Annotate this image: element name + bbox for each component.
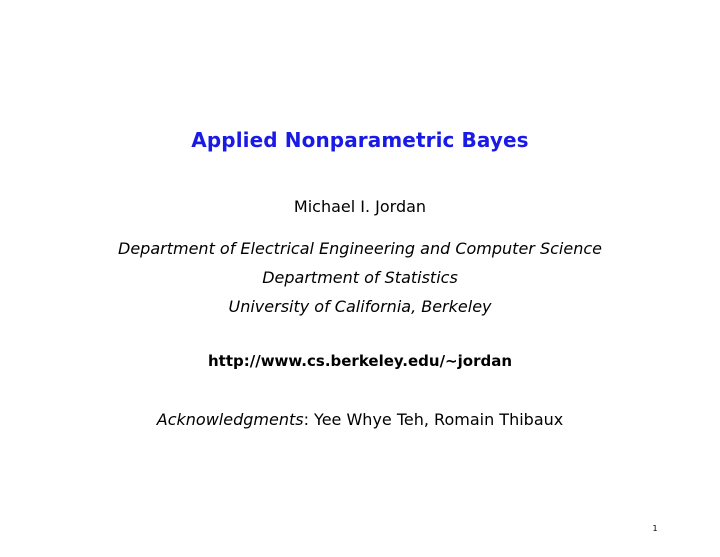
acknowledgments-separator: : — [303, 410, 309, 429]
acknowledgments-names: Yee Whye Teh, Romain Thibaux — [308, 410, 564, 429]
affiliation-university: University of California, Berkeley — [228, 297, 492, 316]
affiliation-eecs: Department of Electrical Engineering and Computer Science — [118, 239, 602, 258]
page-number: 1 — [652, 524, 658, 533]
acknowledgments-label: Acknowledgments — [156, 410, 304, 429]
author-name: Michael I. Jordan — [293, 197, 427, 216]
affiliation-statistics: Department of Statistics — [262, 268, 458, 287]
slide-title: Applied Nonparametric Bayes — [191, 128, 529, 152]
acknowledgments — [0, 410, 720, 429]
homepage-url: http://www.cs.berkeley.edu/∼jordan — [207, 352, 513, 370]
